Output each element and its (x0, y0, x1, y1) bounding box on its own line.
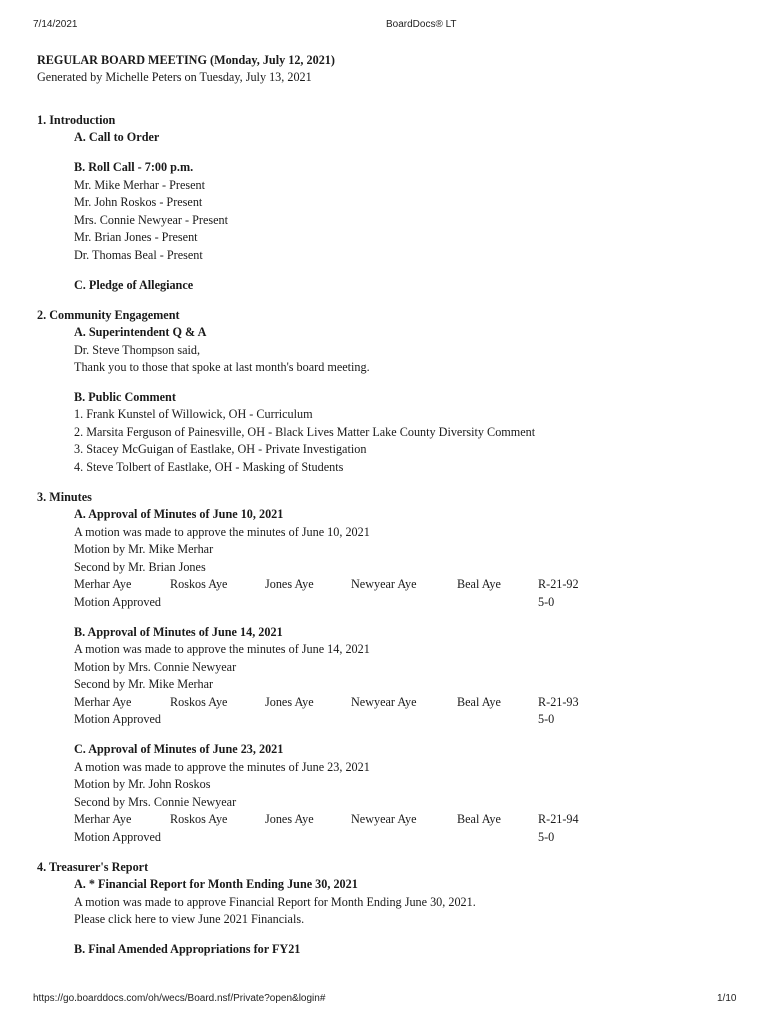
motion-by: Motion by Mr. Mike Merhar (74, 542, 214, 556)
item-title: B. Roll Call - 7:00 p.m. (74, 160, 194, 174)
motion-text: A motion was made to approve the minutes of June 14, 2021 (74, 642, 370, 656)
resolution-number: R-21-94 (538, 812, 579, 826)
page-number: 1/10 (717, 993, 737, 1004)
print-date: 7/14/2021 (33, 19, 78, 30)
item-title: A. Call to Order (74, 130, 160, 144)
section-title: 2. Community Engagement (37, 308, 180, 322)
item-title: C. Approval of Minutes of June 23, 2021 (74, 742, 284, 756)
motion-second: Second by Mr. Mike Merhar (74, 677, 214, 691)
section-title: 3. Minutes (37, 490, 92, 504)
item-title: A. * Financial Report for Month Ending June 30, 2021 (74, 877, 358, 891)
motion-result: Motion Approved (74, 712, 162, 726)
vote: Jones Aye (265, 577, 314, 591)
roll-call-entry: Mr. Mike Merhar - Present (74, 178, 205, 192)
motion-by: Motion by Mrs. Connie Newyear (74, 660, 237, 674)
motion-result: Motion Approved (74, 595, 162, 609)
vote: Newyear Aye (351, 812, 417, 826)
vote: Merhar Aye (74, 812, 132, 826)
item-title: B. Approval of Minutes of June 14, 2021 (74, 625, 283, 639)
motion-text: A motion was made to approve Financial Report for Month Ending June 30, 2021. (74, 895, 476, 909)
vote: Beal Aye (457, 695, 501, 709)
motion-second: Second by Mr. Brian Jones (74, 560, 206, 574)
roll-call-entry: Dr. Thomas Beal - Present (74, 248, 203, 262)
roll-call-entry: Mr. John Roskos - Present (74, 195, 203, 209)
financials-link-text[interactable]: Please click here to view June 2021 Financials. (74, 912, 305, 926)
item-title: B. Final Amended Appropriations for FY21 (74, 942, 301, 956)
roll-call-entry: Mrs. Connie Newyear - Present (74, 213, 228, 227)
motion-by: Motion by Mr. John Roskos (74, 777, 211, 791)
vote: Jones Aye (265, 695, 314, 709)
motion-second: Second by Mrs. Connie Newyear (74, 795, 237, 809)
vote: Newyear Aye (351, 577, 417, 591)
section-title: 4. Treasurer's Report (37, 860, 149, 874)
body-text: Thank you to those that spoke at last month's board meeting. (74, 360, 370, 374)
body-text: Dr. Steve Thompson said, (74, 343, 201, 357)
motion-text: A motion was made to approve the minutes of June 23, 2021 (74, 760, 370, 774)
resolution-number: R-21-93 (538, 695, 579, 709)
print-title: BoardDocs® LT (386, 19, 457, 30)
vote: Roskos Aye (170, 577, 228, 591)
public-comment-entry: 3. Stacey McGuigan of Eastlake, OH - Private Investigation (74, 442, 367, 456)
item-title: B. Public Comment (74, 390, 176, 404)
vote: Roskos Aye (170, 695, 228, 709)
vote-tally: 5-0 (538, 712, 555, 726)
resolution-number: R-21-92 (538, 577, 579, 591)
roll-call-entry: Mr. Brian Jones - Present (74, 230, 198, 244)
vote: Merhar Aye (74, 577, 132, 591)
vote: Merhar Aye (74, 695, 132, 709)
vote: Beal Aye (457, 812, 501, 826)
item-title: C. Pledge of Allegiance (74, 278, 194, 292)
vote-tally: 5-0 (538, 595, 555, 609)
vote: Roskos Aye (170, 812, 228, 826)
item-title: A. Superintendent Q & A (74, 325, 207, 339)
generated-line: Generated by Michelle Peters on Tuesday, July 13, 2021 (37, 70, 312, 84)
item-title: A. Approval of Minutes of June 10, 2021 (74, 507, 284, 521)
motion-result: Motion Approved (74, 830, 162, 844)
section-title: 1. Introduction (37, 113, 116, 127)
public-comment-entry: 1. Frank Kunstel of Willowick, OH - Curriculum (74, 407, 313, 421)
vote: Newyear Aye (351, 695, 417, 709)
vote: Jones Aye (265, 812, 314, 826)
print-url: https://go.boarddocs.com/oh/wecs/Board.nsf/Private?open&login# (33, 993, 326, 1004)
motion-text: A motion was made to approve the minutes of June 10, 2021 (74, 525, 370, 539)
vote-tally: 5-0 (538, 830, 555, 844)
public-comment-entry: 4. Steve Tolbert of Eastlake, OH - Masking of Students (74, 460, 344, 474)
vote: Beal Aye (457, 577, 501, 591)
document-title: REGULAR BOARD MEETING (Monday, July 12, 2021) (37, 53, 335, 67)
public-comment-entry: 2. Marsita Ferguson of Painesville, OH - Black Lives Matter Lake County Diversity Comment (74, 425, 536, 439)
